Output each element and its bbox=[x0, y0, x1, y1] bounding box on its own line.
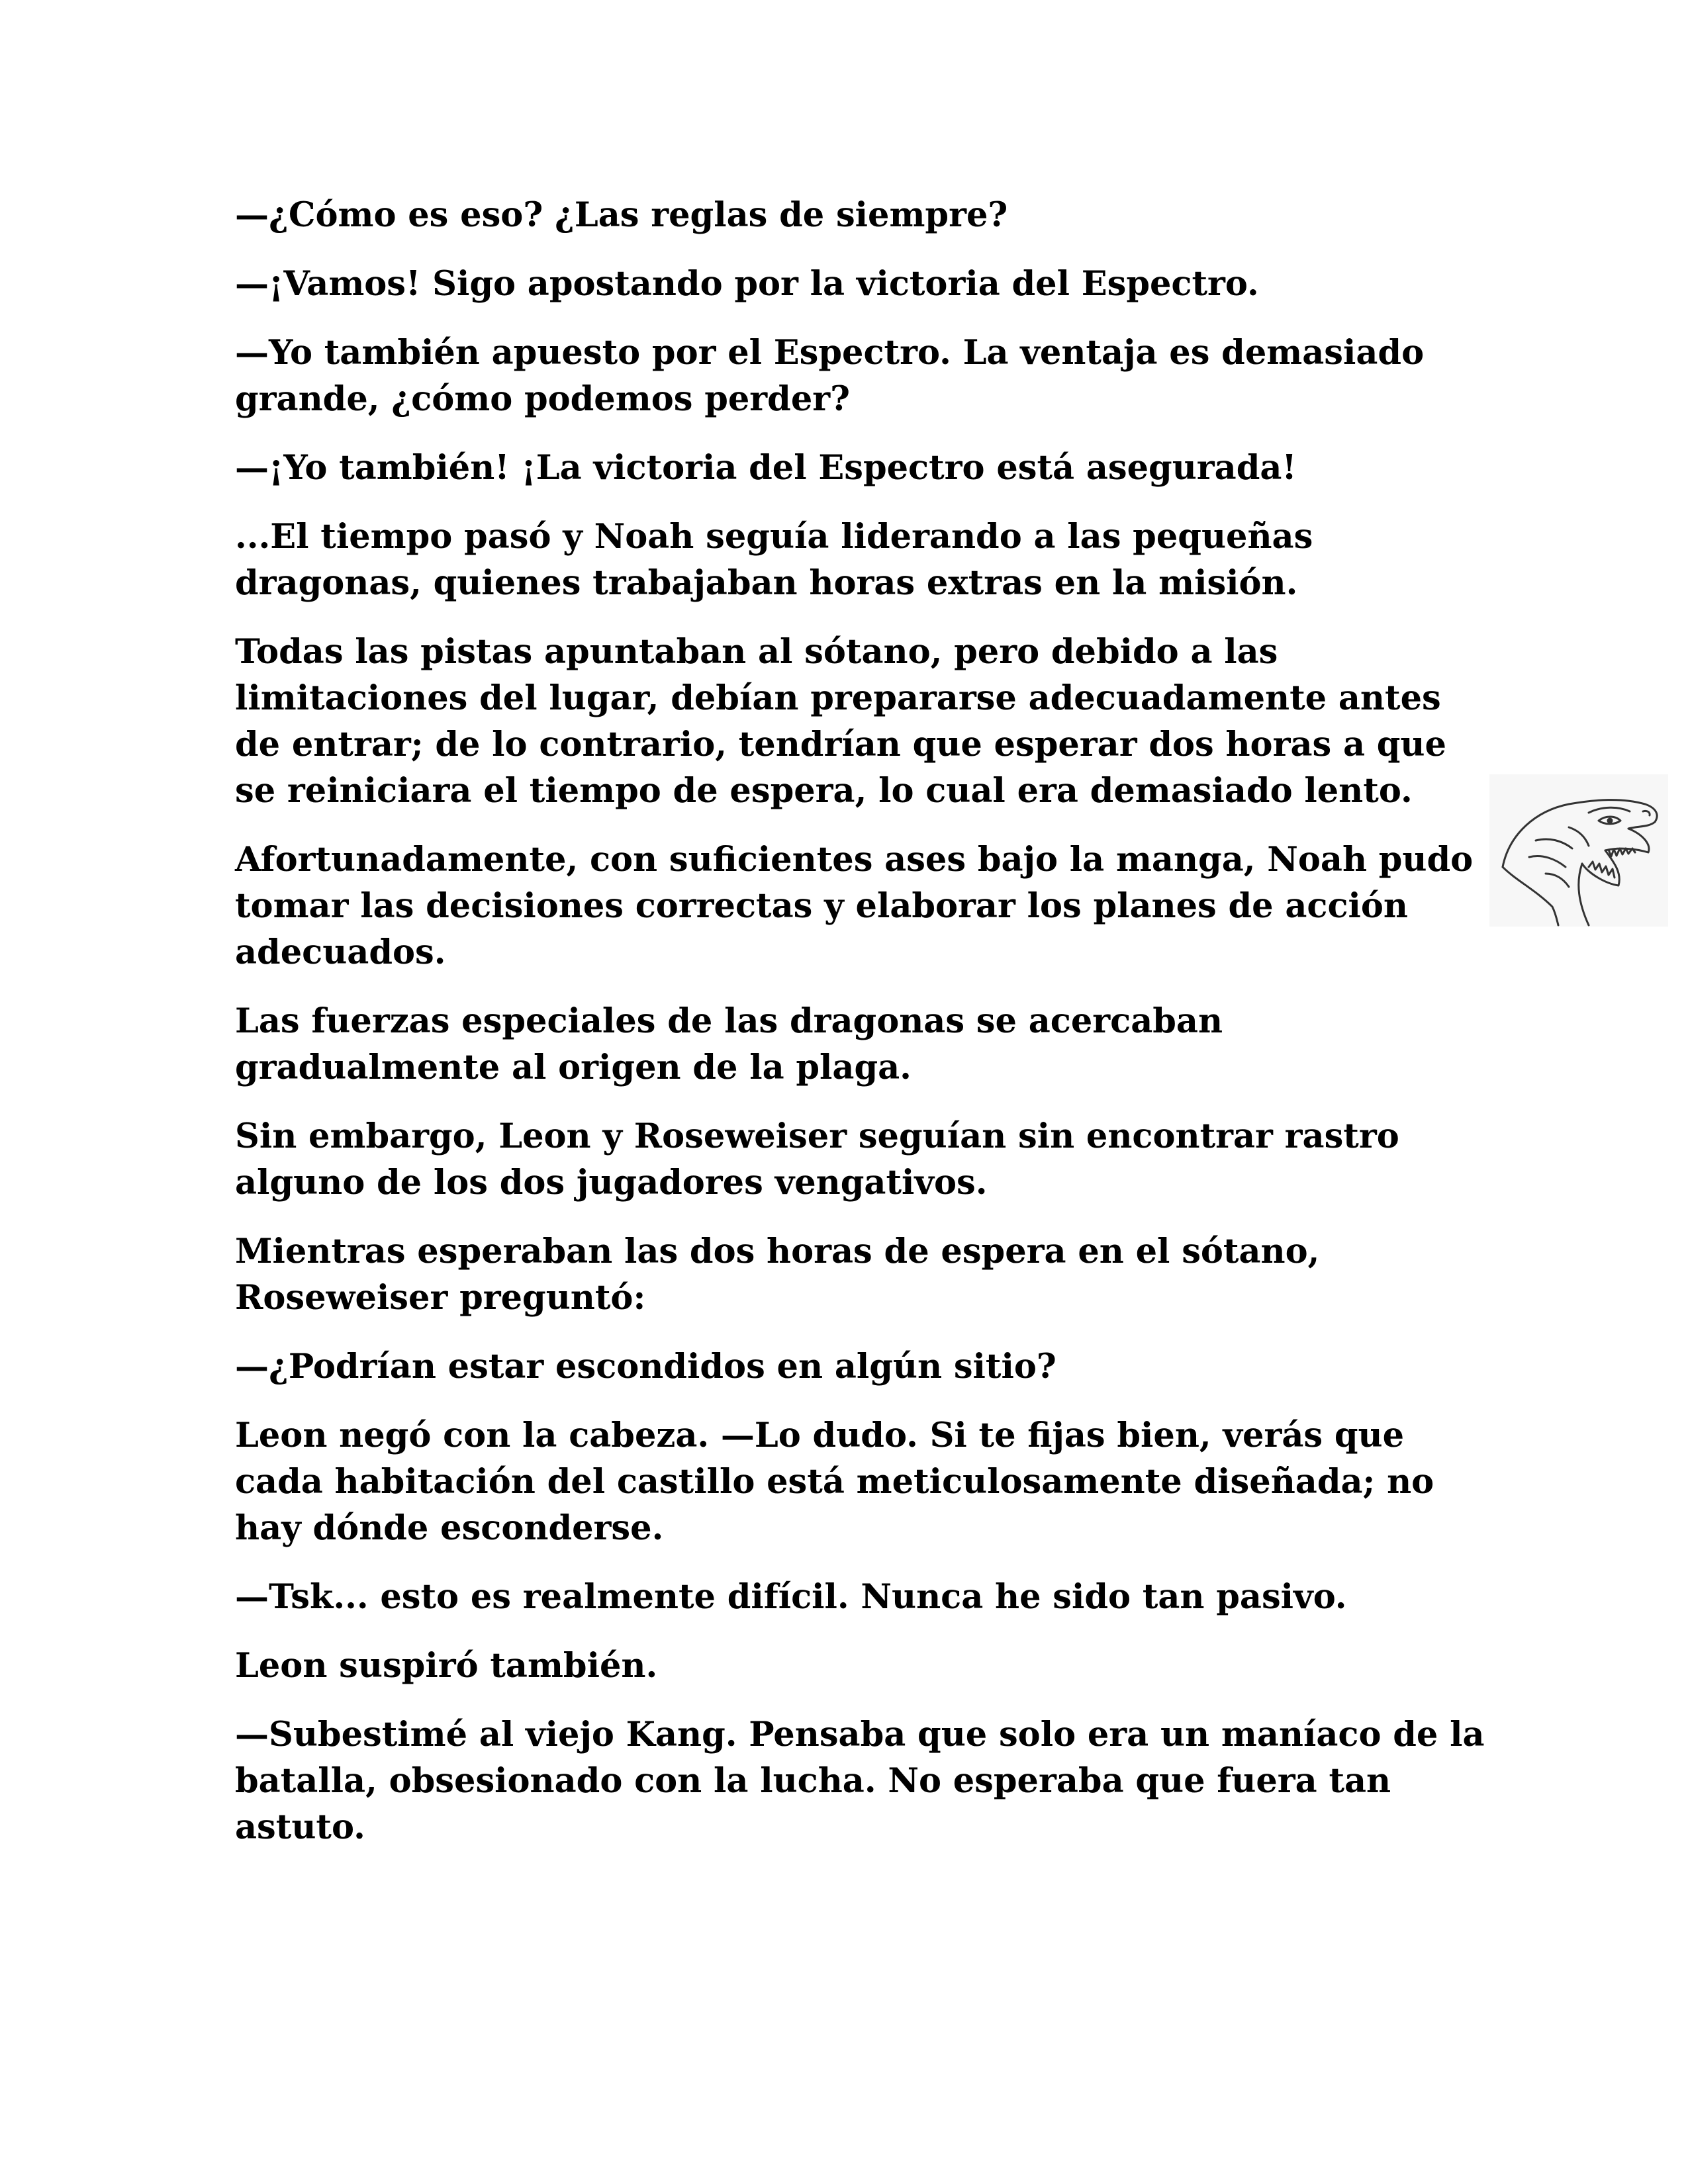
paragraph: —Tsk... esto es realmente difícil. Nunca he sido tan pasivo. bbox=[235, 1577, 1347, 1617]
paragraph: Las fuerzas especiales de las dragonas se acercaban gradualmente al origen de la plaga. bbox=[235, 1001, 1223, 1087]
paragraph: Leon suspiró también. bbox=[235, 1646, 658, 1686]
paragraph: Mientras esperaban las dos horas de espera en el sótano, Roseweiser preguntó: bbox=[235, 1232, 1320, 1318]
paragraph: —Yo también apuesto por el Espectro. La ventaja es demasiado grande, ¿cómo podemos perder? bbox=[235, 333, 1425, 419]
paragraph: Afortunadamente, con suficientes ases bajo la manga, Noah pudo tomar las decisiones correctas y elaborar los planes de acción adecuados. bbox=[235, 840, 1474, 972]
paragraph: —Subestimé al viejo Kang. Pensaba que solo era un maníaco de la batalla, obsesionado con la lucha. No esperaba que fuera tan astuto. bbox=[235, 1715, 1485, 1847]
paragraph: ...El tiempo pasó y Noah seguía liderando a las pequeñas dragonas, quienes trabajaban horas extras en la misión. bbox=[235, 517, 1313, 603]
story-text bbox=[235, 192, 1493, 1873]
paragraph: —¡Yo también! ¡La victoria del Espectro está asegurada! bbox=[235, 448, 1297, 488]
paragraph: Leon negó con la cabeza. —Lo dudo. Si te fijas bien, verás que cada habitación del castillo está meticulosamente diseñada; no hay dónde esconderse. bbox=[235, 1416, 1434, 1548]
dinosaur-head-icon bbox=[1489, 774, 1668, 927]
paragraph: Todas las pistas apuntaban al sótano, pero debido a las limitaciones del lugar, debían prepararse adecuadamente antes de entrar; de lo contrario, tendrían que esperar dos horas a que se reiniciara el tiempo de espera, lo cual era demasiado lento. bbox=[235, 632, 1446, 811]
paragraph: —¿Cómo es eso? ¿Las reglas de siempre? bbox=[235, 195, 1008, 235]
paragraph: —¿Podrían estar escondidos en algún sitio? bbox=[235, 1347, 1056, 1387]
paragraph: Sin embargo, Leon y Roseweiser seguían sin encontrar rastro alguno de los dos jugadores vengativos. bbox=[235, 1116, 1399, 1203]
paragraph: —¡Vamos! Sigo apostando por la victoria del Espectro. bbox=[235, 264, 1259, 304]
